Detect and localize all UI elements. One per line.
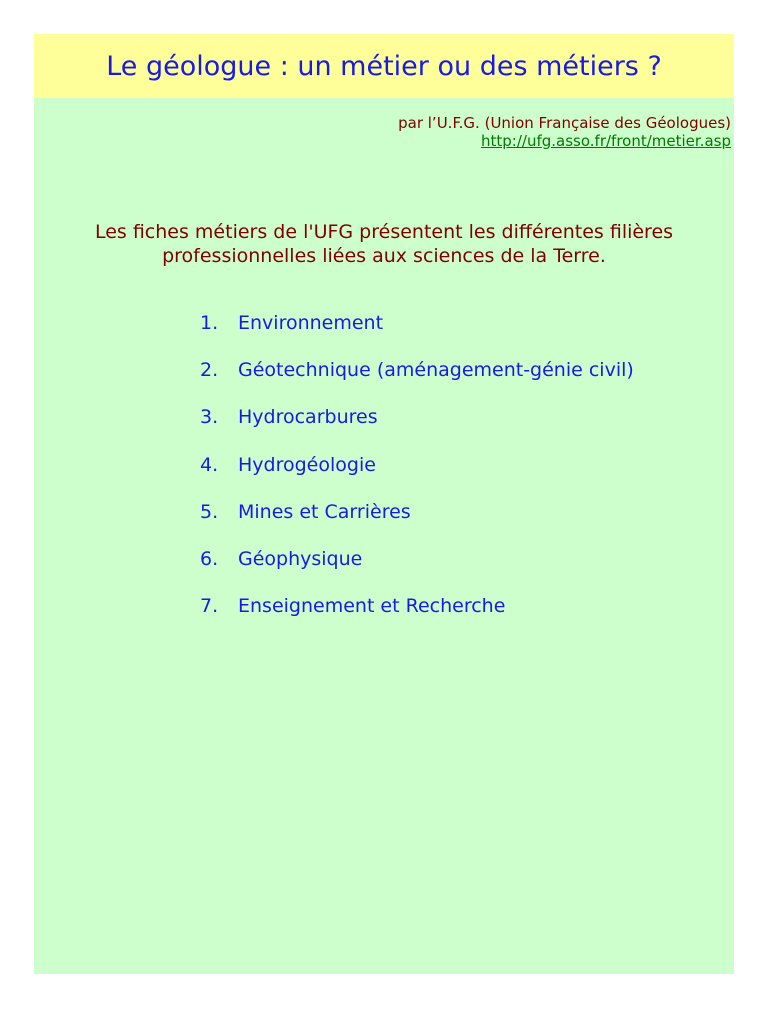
intro-line-2: professionnelles liées aux sciences de la Terre. bbox=[162, 245, 606, 267]
item-label: Enseignement et Recherche bbox=[238, 595, 506, 618]
item-label: Mines et Carrières bbox=[238, 500, 411, 523]
item-label: Géotechnique (aménagement-génie civil) bbox=[238, 359, 634, 382]
item-number: 1. bbox=[200, 312, 219, 334]
author-byline: par l’U.F.G. (Union Française des Géologues) bbox=[398, 114, 731, 132]
item-number: 7. bbox=[200, 595, 219, 618]
item-number: 5. bbox=[200, 500, 219, 523]
item-number: 6. bbox=[200, 547, 219, 570]
list-item bbox=[200, 358, 634, 405]
item-label: Hydrocarbures bbox=[238, 406, 378, 429]
source-link[interactable]: http://ufg.asso.fr/front/metier.asp bbox=[481, 132, 731, 150]
list-item bbox=[200, 547, 634, 594]
intro-paragraph bbox=[34, 220, 734, 268]
career-list bbox=[200, 311, 634, 641]
item-number: 2. bbox=[200, 359, 219, 382]
list-item bbox=[200, 311, 634, 358]
list-item bbox=[200, 405, 634, 452]
list-item bbox=[200, 500, 634, 547]
list-item bbox=[200, 453, 634, 500]
item-label: Environnement bbox=[238, 312, 384, 334]
item-label: Géophysique bbox=[238, 547, 363, 570]
intro-line-1: Les fiches métiers de l'UFG présentent les différentes filières bbox=[94, 221, 674, 243]
list-item bbox=[200, 594, 634, 641]
slide-page bbox=[34, 34, 734, 974]
title-band bbox=[34, 34, 734, 98]
item-number: 3. bbox=[200, 406, 219, 429]
page-title: Le géologue : un métier ou des métiers ? bbox=[106, 51, 662, 82]
item-number: 4. bbox=[200, 453, 219, 476]
item-label: Hydrogéologie bbox=[238, 453, 376, 476]
